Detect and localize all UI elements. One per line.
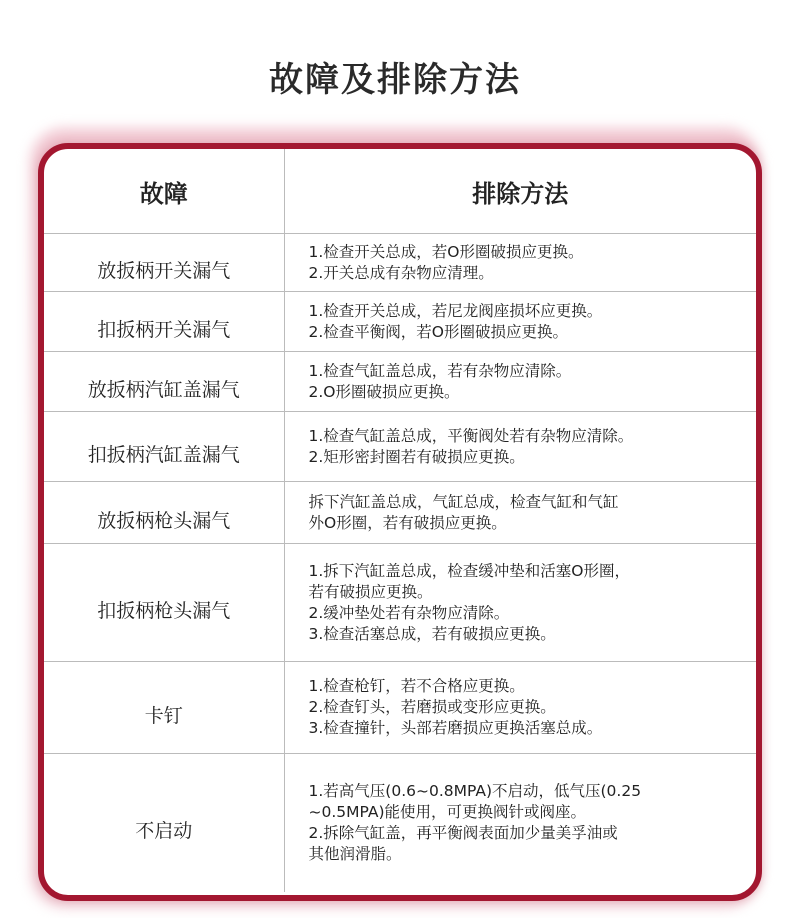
fix-line: 其他润滑脂。 <box>308 844 402 863</box>
table-row <box>44 544 756 662</box>
fix-cell <box>284 482 756 544</box>
fix-cell <box>284 412 756 482</box>
fix-line: 3.检查撞针，头部若磨损应更换活塞总成。 <box>308 719 603 737</box>
fault-cell: 卡钉 <box>44 662 284 754</box>
fix-line: 2.检查钉头，若磨损或变形应更换。 <box>308 698 556 716</box>
table-row <box>44 234 756 292</box>
table-row <box>44 482 756 544</box>
fix-line: 2.开关总成有杂物应清理。 <box>308 263 494 282</box>
table-frame <box>38 143 762 901</box>
table-row <box>44 412 756 482</box>
fix-line: 3.检查活塞总成，若有破损应更换。 <box>308 624 556 643</box>
table-row <box>44 292 756 352</box>
fault-cell: 扣扳柄开关漏气 <box>44 292 284 352</box>
fault-cell: 放扳柄汽缸盖漏气 <box>44 352 284 412</box>
fix-cell <box>284 754 756 892</box>
fix-cell <box>284 662 756 754</box>
fix-line: ~0.5MPA)能使用，可更换阀针或阀座。 <box>308 802 587 821</box>
fault-cell: 不启动 <box>44 754 284 892</box>
fix-line: 2.缓冲垫处若有杂物应清除。 <box>308 603 510 622</box>
fix-line: 1.拆下汽缸盖总成，检查缓冲垫和活塞O形圈， <box>308 561 630 580</box>
table-row <box>44 754 756 892</box>
fault-cell: 放扳柄枪头漏气 <box>44 482 284 544</box>
fault-cell: 扣扳柄枪头漏气 <box>44 544 284 662</box>
fix-line: 1.检查开关总成，若尼龙阀座损坏应更换。 <box>308 301 603 320</box>
table-row <box>44 352 756 412</box>
table-row <box>44 662 756 754</box>
fix-line: 外O形圈，若有破损应更换。 <box>308 513 507 532</box>
table-header-row <box>44 149 756 234</box>
fix-line: 1.检查气缸盖总成，若有杂物应清除。 <box>308 361 572 380</box>
fix-line: 2.检查平衡阀，若O形圈破损应更换。 <box>308 322 568 341</box>
troubleshooting-table <box>44 149 756 892</box>
header-fault: 故障 <box>44 149 284 234</box>
fix-line: 1.检查气缸盖总成，平衡阀处若有杂物应清除。 <box>308 426 634 445</box>
fix-cell <box>284 292 756 352</box>
fix-line: 1.若高气压(0.6~0.8MPA)不启动，低气压(0.25 <box>308 781 642 800</box>
fix-line: 1.检查开关总成，若O形圈破损应更换。 <box>308 242 584 261</box>
fix-line: 若有破损应更换。 <box>308 582 433 601</box>
fix-cell <box>284 544 756 662</box>
fix-line: 2.O形圈破损应更换。 <box>308 382 460 401</box>
page-title: 故障及排除方法 <box>269 60 521 100</box>
fault-cell: 放扳柄开关漏气 <box>44 234 284 292</box>
fix-cell <box>284 352 756 412</box>
fix-line: 2.矩形密封圈若有破损应更换。 <box>308 447 525 466</box>
fix-line: 1.检查枪钉，若不合格应更换。 <box>308 677 525 695</box>
fix-cell <box>284 234 756 292</box>
fix-line: 2.拆除气缸盖，再平衡阀表面加少量美孚油或 <box>308 823 618 842</box>
fault-cell: 扣扳柄汽缸盖漏气 <box>44 412 284 482</box>
fix-line: 拆下汽缸盖总成，气缸总成，检查气缸和气缸 <box>308 492 619 511</box>
header-fix: 排除方法 <box>284 149 756 234</box>
